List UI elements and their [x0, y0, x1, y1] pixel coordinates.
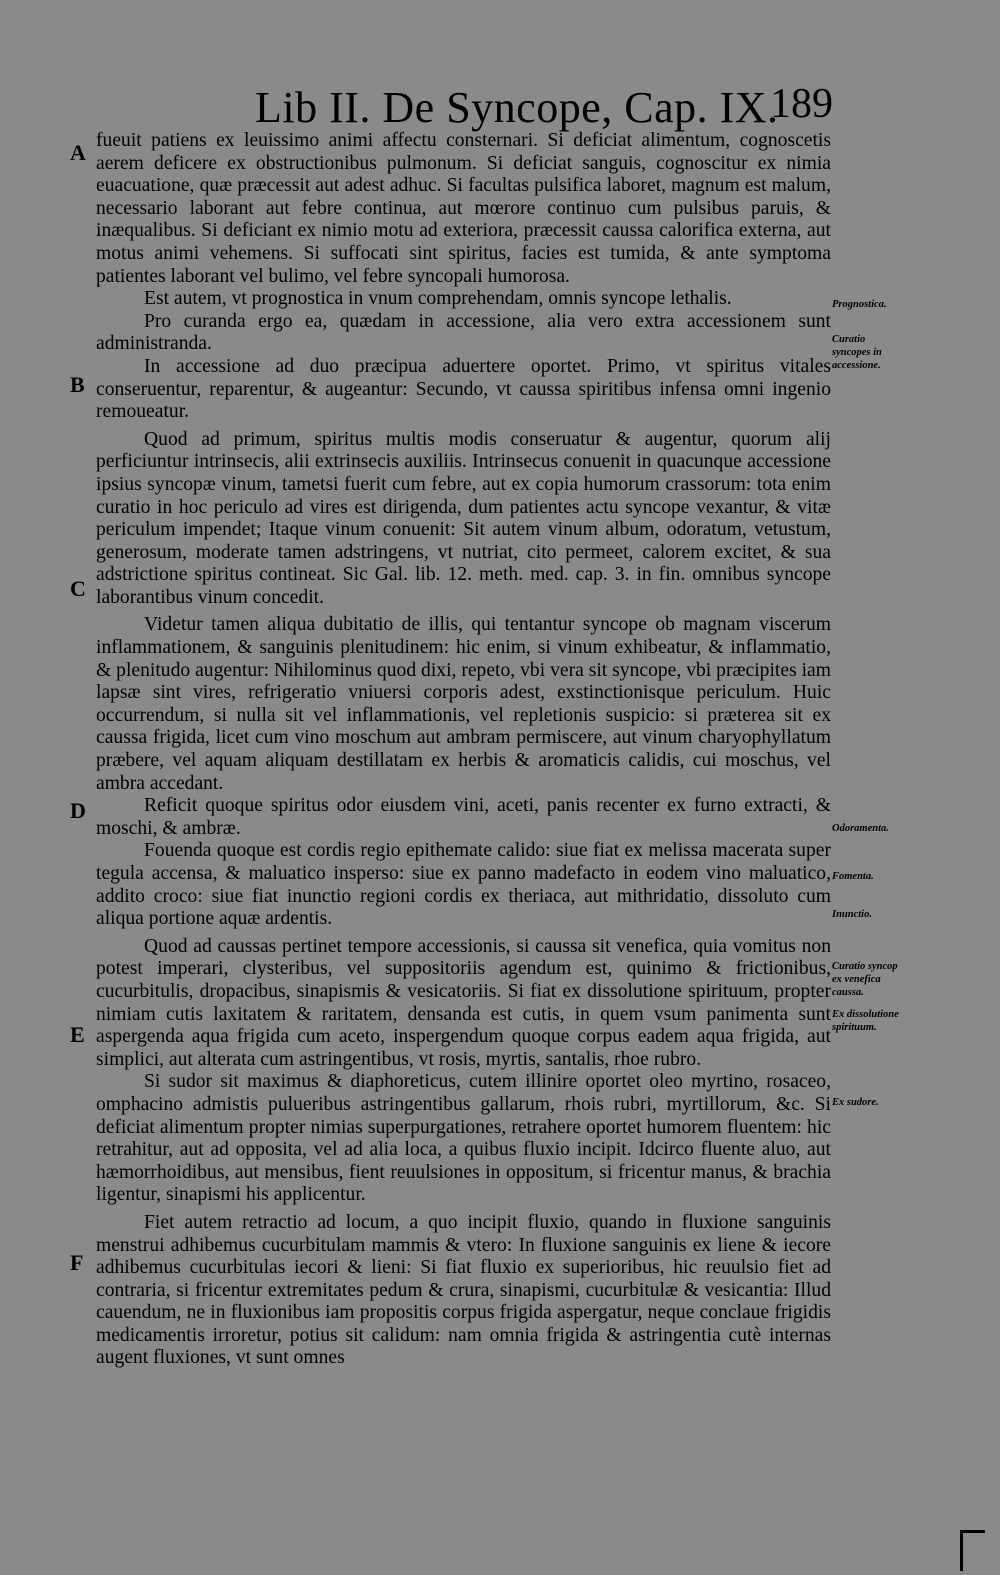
- section-letter-d: D: [70, 798, 86, 823]
- margin-note-prognostica: Prognostica.: [832, 299, 887, 310]
- paragraph: Fouenda quoque est cordis regio epithemate calido: siue fiat ex melissa macerata super tegula accensa, & maluatico insperso: siue ex panno madefacto in eodem vino maluatico, addito croco: siue fiat inunctio regioni cordis ex theriaca, aut mithridatio, dissoluto cum aliqua portione aquæ ardentis.: [96, 840, 831, 930]
- paragraph: Videtur tamen aliqua dubitatio de illis, qui tentantur syncope ob magnam viscerum inflammationem, & sanguinis plenitudinem: hic enim, si vinum exhibeatur, & inflammatio, & plenitudo augentur: Nihilominus quod dixi, repeto, vbi vera sit syncope, vbi præcipites iam lapsæ sint vires, refrigeratio vniuersi corporis adest, exstinctionisque periculum. Huic occurrendum, si nulla sit vel inflammationis, vel repletionis suspicio: si præterea sit ex caussa frigida, licet cum vino moschum aut ambram permiscere, aut vinum charyophyllatum præbere, vel aquam aliquam destillatam ex herbis & aromaticis calidis, cui moschus, vel ambra accedant.: [96, 614, 831, 794]
- paragraph: Reficit quoque spiritus odor eiusdem vini, aceti, panis recenter ex furno extracti, & moschi, & ambræ.: [96, 795, 831, 839]
- paragraph: Pro curanda ergo ea, quædam in accessione, alia vero extra accessionem sunt administranda.: [96, 310, 831, 355]
- corner-mark: [960, 1530, 985, 1571]
- margin-note-odoramenta: Odoramenta.: [832, 823, 889, 834]
- running-title: Lib II. De Syncope, Cap. IX.: [255, 83, 779, 132]
- paragraph: Est autem, vt prognostica in vnum comprehendam, omnis syncope lethalis.: [144, 288, 732, 310]
- section-letter-a: A: [70, 140, 86, 165]
- main-text: [96, 130, 831, 1370]
- section-letter-e: E: [70, 1022, 85, 1047]
- paragraph: fueuit patiens ex leuissimo animi affectu consternari. Si deficiat alimentum, cognoscetis aerem deficere ex obstructionibus pulmonum. Si deficiat sanguis, cognoscitur ex nimia euacuatione, quæ præcessit aut adest adhuc. Si facultas pulsifica laboret, magnum est malum, necessario laborant aut febre continua, aut mœrore continuo cum pulsibus paruis, & inæqualibus. Si deficiant ex nimio motu ad exteriora, præcessit caussa calorifica externa, aut motus animi vehemens. Si suffocati sint spiritus, facies est tumida, & ante symptoma patientes laborant vel bulimo, vel febre syncopali humorosa.: [96, 130, 831, 287]
- margin-note-inunctio: Inunctio.: [832, 909, 872, 920]
- paragraph: In accessione ad duo præcipua aduertere oportet. Primo, vt spiritus vitales conseruentur, reparentur, & augeantur: Secundo, vt caussa spiritibus infensa omni ingenio remoueatur.: [96, 355, 831, 423]
- page-header: [240, 76, 840, 136]
- section-letter-f: F: [70, 1250, 84, 1275]
- paragraph: Fiet autem retractio ad locum, a quo incipit fluxio, quando in fluxione sanguinis menstrui adhibemus cucurbitulam mammis & vtero: In fluxione sanguinis ex liene & iecore adhibemus cucurbitulas iecori & lieni: Si fiat fluxio ex superioribus, hic reuulsio fiet ad contraria, si fricentur extremitates pedum & crura, sinapismi, cucurbitulæ & vesicantia: Illud cauendum, ne in fluxionibus iam propositis corpus frigida aspergatur, neque conclaue frigidis medicamentis irroretur, potius sit calidum: nam omnia frigida & astringentia cutè internas augent fluxiones, vt sunt omnes: [96, 1211, 831, 1369]
- margin-note-dissolutione: Ex dissolutione spirituum.: [832, 1009, 899, 1033]
- section-letter-b: B: [70, 372, 85, 397]
- section-letter-c: C: [70, 576, 86, 601]
- margin-note-sudore: Ex sudore.: [832, 1097, 879, 1108]
- margin-note-curatio-venefica: Curatio syncop ex venefica caussa.: [832, 961, 898, 998]
- margin-note-fomenta: Fomenta.: [832, 871, 874, 882]
- paragraph: Si sudor sit maximus & diaphoreticus, cutem illinire oportet oleo myrtino, rosaceo, omphacino admistis pulueribus astringentibus gallarum, rhois rubri, myrtillorum, &c. Si deficiat alimentum propter nimias superpurgationes, retrahere oportet humorem fluentem: hic retrahitur, aut ad opposita, vel ad alia loca, a quibus fluxio incipit. Idcirco fluente aluo, aut hæmorrhoidibus, aut mensibus, fient reuulsiones in oppositum, si fricentur manus, & brachia ligentur, sinapismi his applicentur.: [96, 1071, 831, 1206]
- paragraph: Quod ad caussas pertinet tempore accessionis, si caussa sit venefica, quia vomitus non potest imperari, clysteribus, vel suppositoriis agendum est, quinimo & frictionibus, cucurbitulis, dropacibus, sinapismis & vesicatoriis. Si fiat ex dissolutione spirituum, propter nimiam cutis laxitatem & raritatem, densanda est cutis, in quem vsum panimenta sunt aspergenda aqua frigida cum aceto, inspergendum quoque corpus eadem aqua frigida, aut simplici, aut alterata cum astringentibus, vt rosis, myrtis, santalis, rhoe rubro.: [96, 935, 831, 1070]
- paragraph: Quod ad primum, spiritus multis modis conseruatur & augentur, quorum alij perficiuntur intrinsecis, alii extrinsecis auxiliis. Intrinsecus conuenit in quacunque accessione ipsius syncopæ vinum, tametsi fuerit cum febre, aut ex copia humorum crassorum: tota enim curatio in hoc periculo ad vires est dirigenda, dum patientes actu syncope vexantur, & vitæ periculum impendet; Itaque vinum conuenit: Sit autem vinum album, odoratum, vetustum, generosum, moderate tamen adstringens, vt nutriat, cito permeet, calorem excitet, & sua adstrictione spiritus contineat. Sic Gal. lib. 12. meth. med. cap. 3. in fin. omnibus syncope laborantibus vinum concedit.: [96, 428, 831, 608]
- page-number: 189: [770, 81, 833, 127]
- margin-note-curatio-accessione: Curatio syncopes in accessione.: [832, 334, 882, 371]
